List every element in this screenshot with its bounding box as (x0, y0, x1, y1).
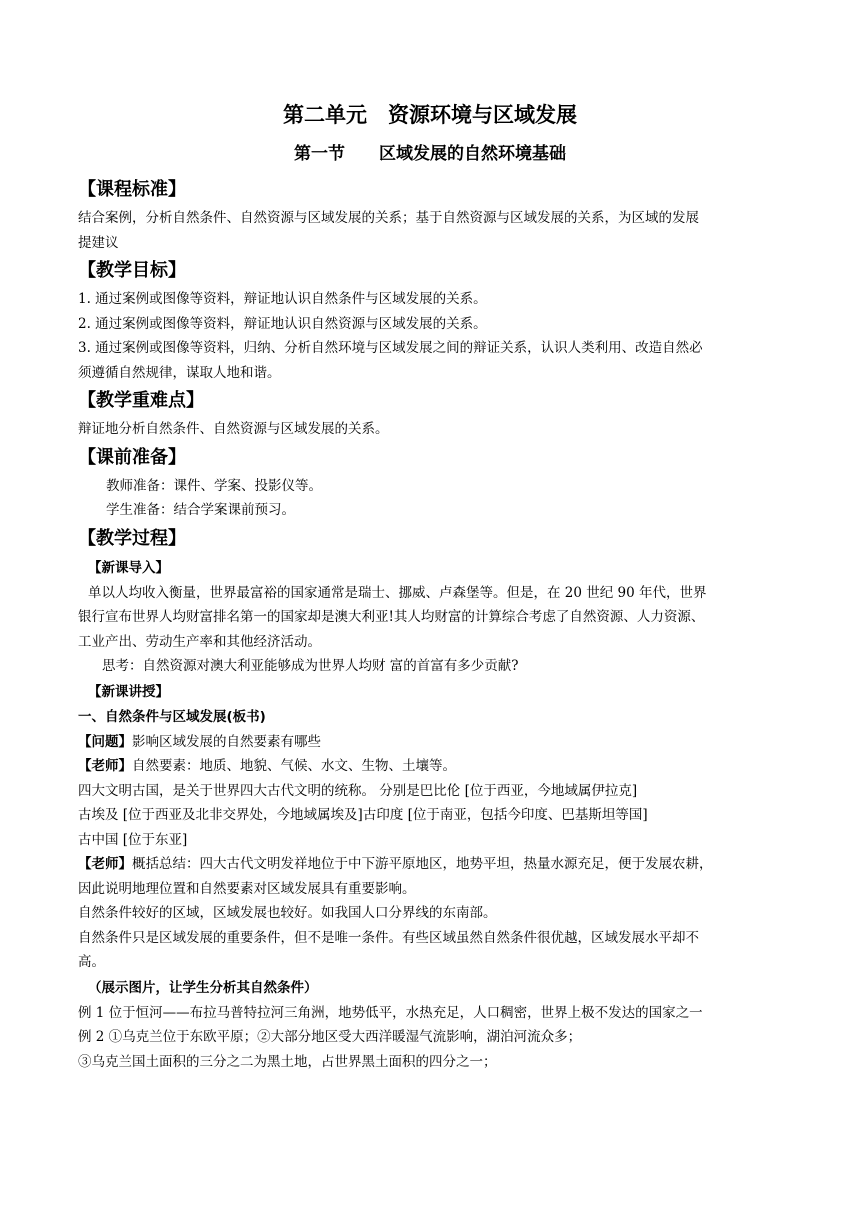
body-line: 高。 (78, 954, 105, 970)
section-title: 第一节 区域发展的自然环境基础 (294, 144, 566, 164)
teacher-line (78, 754, 782, 779)
goal-line: 须遵循自然规律，谋取人地和谐。 (78, 364, 281, 381)
teacher-tag: 【老师】 (78, 856, 132, 872)
heading-process: 【教学过程】 (78, 527, 186, 549)
heading-goals: 【教学目标】 (78, 260, 186, 281)
teacher-summary-line (78, 852, 782, 877)
prep-line: 学生准备：结合学案课前预习。 (106, 502, 295, 518)
body-line: 自然条件只是区域发展的重要条件，但不是唯一条件。有些区域虽然自然条件很优越，区域发展水平却不 (78, 929, 699, 946)
standard-line: 提建议 (78, 234, 119, 251)
civ-line: 古中国 [位于东亚] (78, 831, 188, 848)
show-images-heading: （展示图片，让学生分析其自然条件） (88, 979, 318, 996)
teacher-summary-line: 因此说明地理位置和自然要素对区域发展具有重要影响。 (78, 880, 416, 897)
heading-preparation: 【课前准备】 (78, 446, 186, 468)
example-line: 例 1 位于恒河——布拉马普特拉河三角洲，地势低平，水热充足，人口稠密，世界上极不发达的国家之一 (78, 1004, 703, 1021)
standard-line: 结合案例，分析自然条件、自然资源与区域发展的关系；基于自然资源与区域发展的关系，为区域的发展 (78, 210, 699, 226)
intro-line: 单以人均收入衡量，世界最富裕的国家通常是瑞士、挪威、卢森堡等。但是，在 20 世纪 90 年代，世界 (88, 584, 707, 601)
body-line: 自然条件较好的区域，区域发展也较好。如我国人口分界线的东南部。 (78, 905, 497, 921)
heading-intro: 【新课导入】 (88, 559, 169, 576)
question-text: 影响区域发展的自然要素有哪些 (132, 733, 321, 750)
intro-line: 工业产出、劳动生产率和其他经济活动。 (78, 633, 321, 650)
intro-line: 银行宣布世界人均财富排名第一的国家却是澳大利亚!其人均财富的计算综合考虑了自然资源、人力资源、 (78, 609, 705, 625)
prep-line: 教师准备：课件、学案、投影仪等。 (106, 477, 322, 494)
question-line (78, 730, 782, 755)
civ-line: 古埃及 [位于西亚及北非交界处，今地域属埃及]古印度 [位于南亚，包括今印度、巴基斯坦等国] (78, 807, 648, 823)
unit-title: 第二单元 资源环境与区域发展 (283, 103, 577, 127)
teacher-text: 自然要素：地质、地貌、气候、水文、生物、土壤等。 (132, 758, 456, 774)
goal-line: 3. 通过案例或图像等资料，归纳、分析自然环境与区域发展之间的辩证关系，认识人类利用、改造自然必 (78, 340, 703, 356)
goal-line: 1. 通过案例或图像等资料，辩证地认识自然条件与区域发展的关系。 (78, 291, 487, 307)
teacher-tag: 【老师】 (78, 758, 132, 774)
heading-key-points: 【教学重难点】 (78, 390, 204, 411)
key-point-line: 辩证地分析自然条件、自然资源与区域发展的关系。 (78, 421, 389, 437)
think-line: 思考：自然资源对澳大利亚能够成为世界人均财 富的首富有多少贡献? (102, 658, 519, 674)
part1-heading: 一、自然条件与区域发展(板书) (78, 708, 266, 725)
civ-line: 四大文明古国，是关于世界四大古代文明的统称。 分别是巴比伦 [位于西亚，今地域属伊拉克] (78, 782, 638, 799)
teacher-summary-text: 概括总结：四大古代文明发祥地位于中下游平原地区，地势平坦，热量水源充足，便于发展农耕， (132, 856, 713, 872)
heading-standard: 【课程标准】 (78, 179, 186, 200)
heading-lecture: 【新课讲授】 (88, 683, 169, 700)
goal-line: 2. 通过案例或图像等资料，辩证地认识自然资源与区域发展的关系。 (78, 315, 487, 332)
question-tag: 【问题】 (78, 733, 132, 750)
example-line: ③乌克兰国土面积的三分之二为黑土地，占世界黑土面积的四分之一； (78, 1053, 497, 1070)
example-line: 例 2 ①乌克兰位于东欧平原；②大部分地区受大西洋暖湿气流影响，湖泊河流众多； (78, 1029, 582, 1045)
